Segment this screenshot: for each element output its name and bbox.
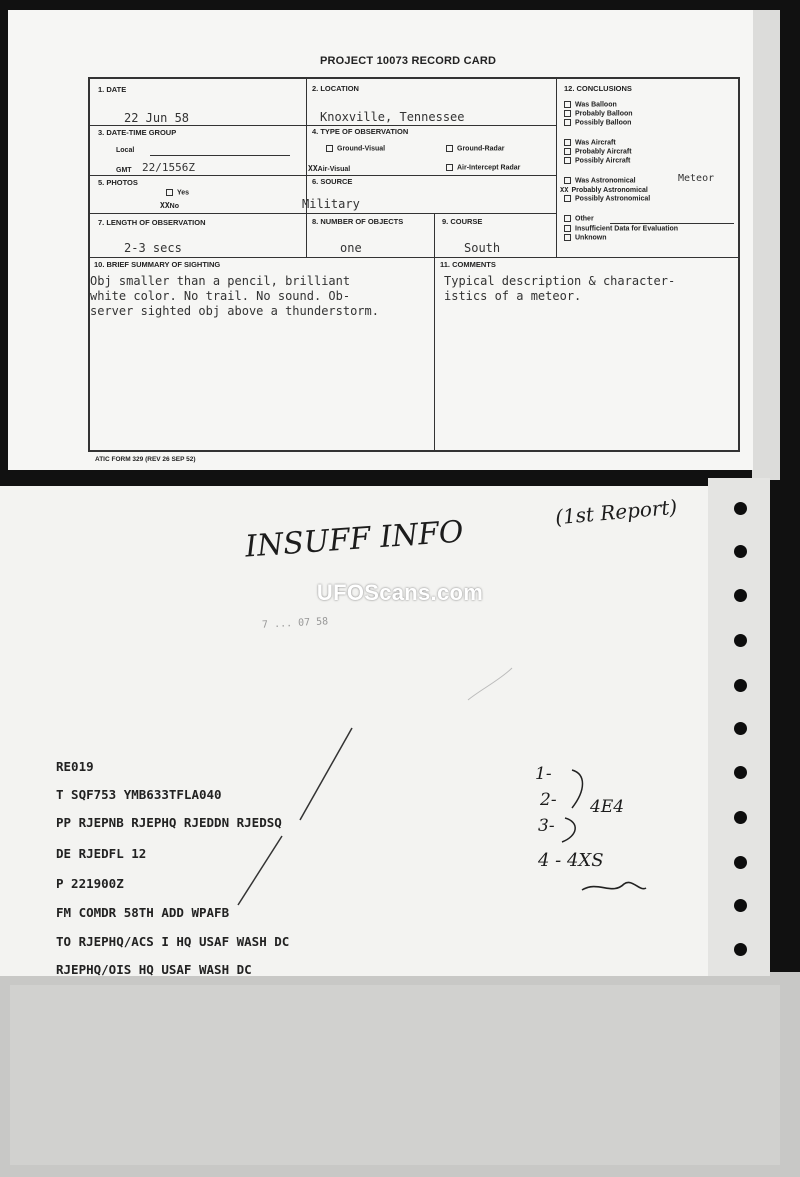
location-value: Knoxville, Tennessee <box>320 110 465 124</box>
conclusion-was-balloon: Was Balloon <box>564 101 617 108</box>
conclusion-probably-astronomical: XX Probably Astronomical <box>560 186 648 194</box>
tally-bracket <box>562 818 575 842</box>
location-label: 2. LOCATION <box>312 84 359 93</box>
objects-label: 8. NUMBER OF OBJECTS <box>312 217 404 226</box>
conclusion-was-astronomical: Was Astronomical <box>564 177 636 184</box>
conclusion-was-aircraft: Was Aircraft <box>564 139 616 146</box>
observation-type-label: 4. TYPE OF OBSERVATION <box>312 127 409 136</box>
air-intercept-option: Air-Intercept Radar <box>446 164 520 171</box>
objects-value: one <box>340 241 362 255</box>
teletype-line: DE RJEDFL 12 <box>56 846 147 861</box>
dtg-gmt-value: 22/1556Z <box>142 161 195 174</box>
conclusion-probably-balloon: Probably Balloon <box>564 110 633 117</box>
comments-line: istics of a meteor. <box>444 289 582 303</box>
faint-stamp: 7 ... 07 58 <box>261 616 329 631</box>
watermark: UFOScans.com <box>316 580 484 605</box>
comments-line: Typical description & character- <box>444 274 676 288</box>
length-label: 7. LENGTH OF OBSERVATION <box>98 218 206 227</box>
teletype-line: FM COMDR 58TH ADD WPAFB <box>56 905 230 920</box>
margin-note: 2- <box>540 790 557 810</box>
date-value: 22 Jun 58 <box>124 111 190 125</box>
teletype-line: RJEPHQ/OIS HQ USAF WASH DC <box>56 962 252 977</box>
teletype-line: T SQF753 YMB633TFLA040 <box>56 787 222 802</box>
dtg-gmt-label: GMT <box>116 167 132 174</box>
form-number: ATIC FORM 329 (REV 26 SEP 52) <box>95 456 196 463</box>
handwritten-report: (1st Report) <box>554 494 679 530</box>
handwritten-note: INSUFF INFO <box>244 514 465 565</box>
margin-note: 1- <box>535 764 552 784</box>
dtg-label: 3. DATE-TIME GROUP <box>98 128 177 137</box>
margin-note: 4 - 4XS <box>538 850 604 871</box>
conclusion-other: Other <box>564 215 594 222</box>
conclusion-unknown: Unknown <box>564 234 607 241</box>
length-value: 2-3 secs <box>124 241 182 255</box>
initials-scribble <box>582 882 646 890</box>
pencil-stroke <box>300 728 352 820</box>
conclusion-probably-aircraft: Probably Aircraft <box>564 148 632 155</box>
course-label: 9. COURSE <box>442 217 483 226</box>
margin-note: 4E4 <box>590 797 625 817</box>
summary-line: server sighted obj above a thunderstorm. <box>90 304 379 318</box>
margin-note: 3- <box>538 816 555 836</box>
course-value: South <box>464 241 501 255</box>
source-label: 6. SOURCE <box>312 177 353 186</box>
conclusion-possibly-aircraft: Possibly Aircraft <box>564 157 630 164</box>
air-visual-option: XXAir-Visual <box>308 164 351 173</box>
conclusion-possibly-balloon: Possibly Balloon <box>564 119 631 126</box>
teletype-line: P 221900Z <box>56 876 124 891</box>
summary-line: white color. No trail. No sound. Ob- <box>90 289 351 303</box>
faint-mark <box>468 668 512 700</box>
conclusion-insufficient-data: Insufficient Data for Evaluation <box>564 225 678 232</box>
date-label: 1. DATE <box>98 85 127 94</box>
comments-label: 11. COMMENTS <box>440 260 496 269</box>
source-value: Military <box>302 197 360 211</box>
teletype-line: RE019 <box>56 759 94 774</box>
conclusion-possibly-astronomical: Possibly Astronomical <box>564 195 650 202</box>
tally-bracket <box>572 770 583 808</box>
card-title: PROJECT 10073 RECORD CARD <box>320 55 497 67</box>
photos-label: 5. PHOTOS <box>98 178 138 187</box>
ground-radar-option: Ground-Radar <box>446 145 504 152</box>
summary-line: Obj smaller than a pencil, brilliant <box>90 274 351 288</box>
dtg-local-label: Local <box>116 147 135 154</box>
teletype-line: TO RJEPHQ/ACS I HQ USAF WASH DC <box>56 934 290 949</box>
photos-no-option: XXNo <box>160 201 179 210</box>
pencil-stroke <box>238 836 282 905</box>
photos-yes-option: Yes <box>166 189 189 196</box>
teletype-line: PP RJEPNB RJEPHQ RJEDDN RJEDSQ <box>56 815 282 830</box>
astronomical-note: Meteor <box>678 173 715 184</box>
summary-label: 10. BRIEF SUMMARY OF SIGHTING <box>94 260 221 269</box>
ground-visual-option: Ground-Visual <box>326 145 385 152</box>
conclusions-label: 12. CONCLUSIONS <box>564 84 632 93</box>
